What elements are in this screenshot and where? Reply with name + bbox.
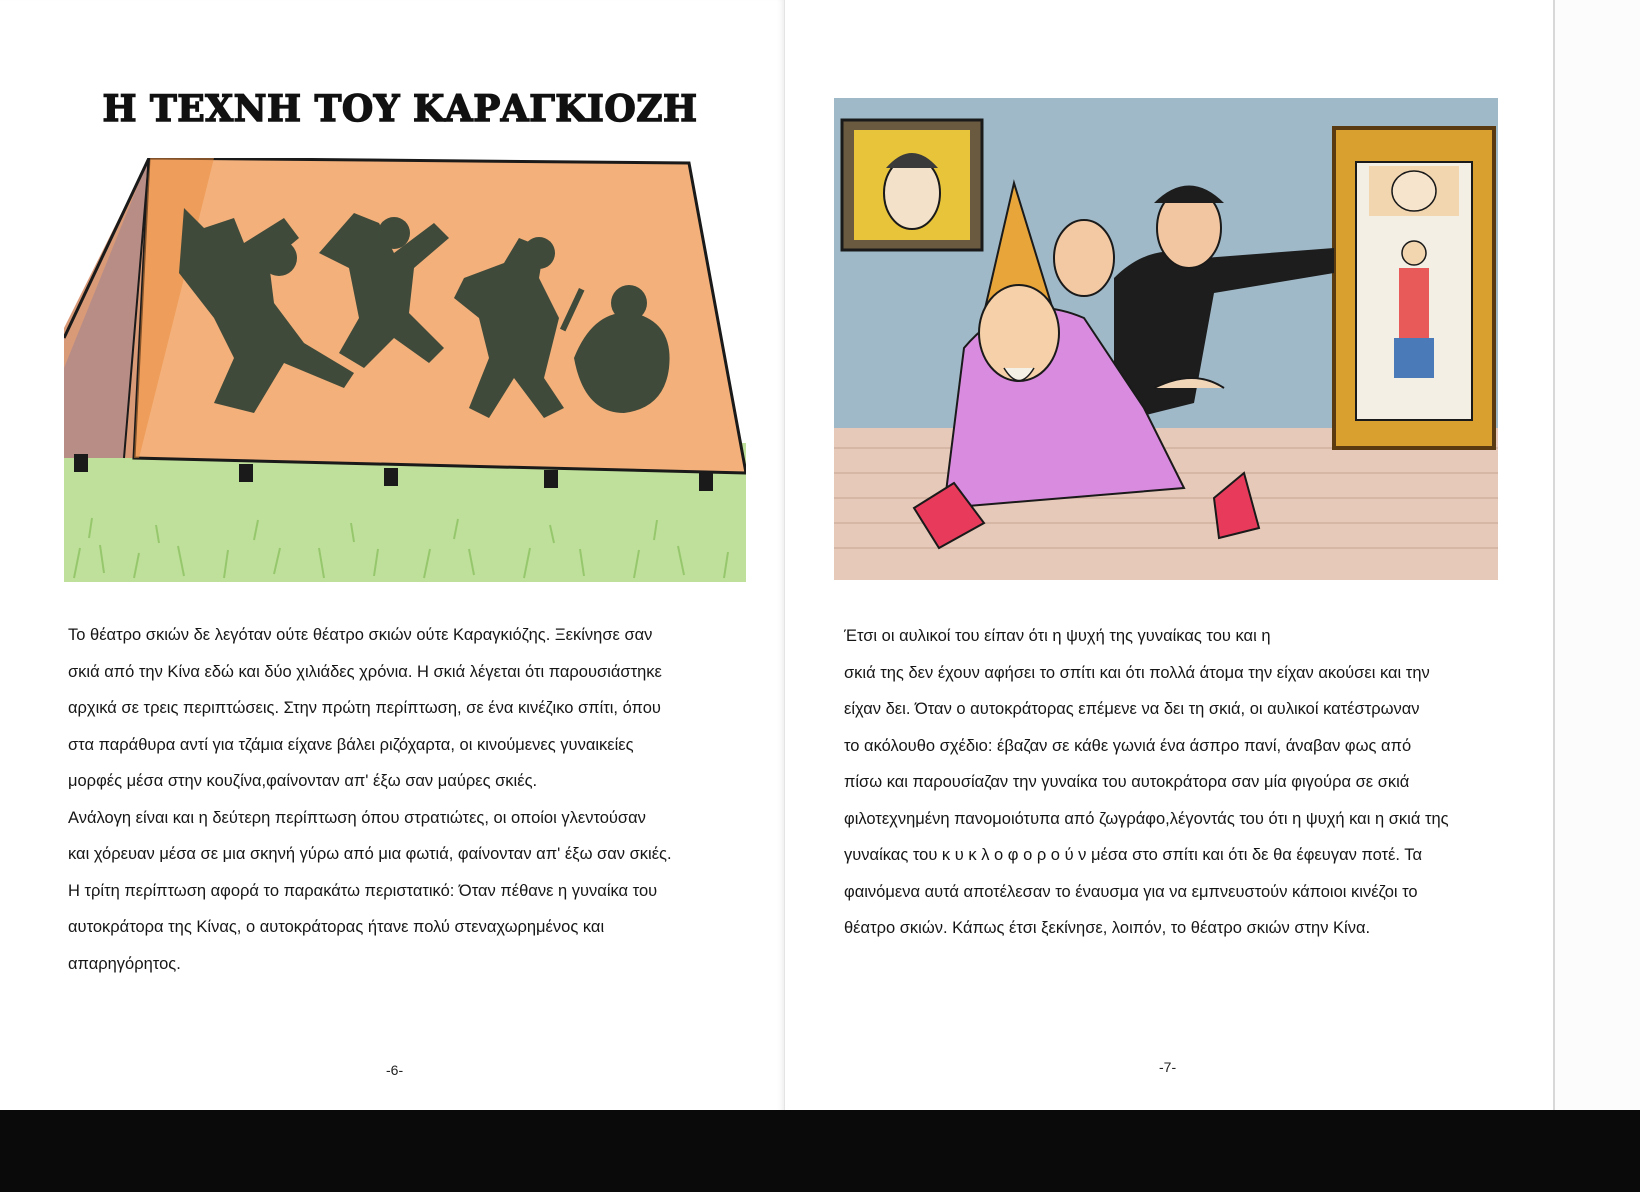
left-page [0,0,785,1112]
text-line: στα παράθυρα αντί για τζάμια είχανε βάλει ριζόχαρτα, οι κινούμενες γυναικείες [68,735,634,754]
mirror-frame [1334,128,1494,448]
page-number: -6- [386,1062,404,1078]
shadow-figure-3-head [523,237,555,269]
text-line: το ακόλουθο σχέδιο: έβαζαν σε κάθε γωνιά ένα άσπρο πανί, άναβαν φως από [844,736,1412,755]
text-line: φιλοτεχνημένη πανομοιότυπα από ζωγράφο,λέγοντάς του ότι η ψυχή και η σκιά της [844,809,1449,828]
page-title: Η ΤΕΧΝΗ ΤΟΥ ΚΑΡΑΓΚΙΟΖΗ [102,88,698,130]
emperor-court-illustration [834,98,1498,580]
shadow-figure-1-head [261,240,297,276]
text-line: μορφές μέσα στην κουζίνα,φαίνονταν απ' έξω σαν μαύρες σκιές. [68,772,538,790]
shadow-figure-2-head [378,217,410,249]
text-line: σκιά από την Κίνα εδώ και δύο χιλιάδες χρόνια. Η σκιά λέγεται ότι παρουσιάστηκε [68,662,662,681]
shadow-figure-4-head [611,285,647,321]
right-page [786,0,1553,1112]
courtier-bald [1054,220,1114,296]
text-line: γυναίκας του κ υ κ λ ο φ ο ρ ο ύ ν μέσα στο σπίτι και ότι δε θα έφευγαν ποτέ. Τα [844,846,1423,864]
text-line: φαινόμενα αυτά αποτέλεσαν το έναυσμα για να εμπνευστούν κάποιοι κινέζοι το [844,882,1418,901]
text-line: πίσω και παρουσίαζαν την γυναίκα του αυτοκράτορα σαν μία φιγούρα σε σκιά [844,773,1410,791]
text-line: είχαν δει. Όταν ο αυτοκράτορας επέμενε να δει τη σκιά, οι αυλικοί κατέστρωναν [844,700,1420,718]
scanner-background [0,1110,1640,1192]
text-line: Το θέατρο σκιών δε λεγόταν ούτε θέατρο σκιών ούτε Καραγκιόζης. Ξεκίνησε σαν [68,626,653,644]
text-line: απαρηγόρητος. [68,954,181,973]
left-page-paragraph [68,617,748,982]
text-line: και χόρευαν μέσα σε μια σκηνή γύρω από μια φωτιά, φαίνονταν απ' έξω σαν σκιές. [68,845,672,863]
right-page-paragraph [844,618,1534,947]
text-line: θέατρο σκιών. Κάπως έτσι ξεκίνησε, λοιπόν, το θέατρο σκιών στην Κίνα. [844,919,1371,937]
text-line: αυτοκράτορα της Κίνας, ο αυτοκράτορας ήτανε πολύ στεναχωρημένος και [68,918,605,936]
text-line: Έτσι οι αυλικοί του είπαν ότι η ψυχή της γυναίκας του και η [844,627,1271,645]
scan-edge [1553,0,1640,1120]
page-number: -7- [1159,1059,1177,1075]
text-line: Ανάλογη είναι και η δεύτερη περίπτωση όπου στρατιώτες, οι οποίοι γλεντούσαν [68,808,646,827]
text-line: σκιά της δεν έχουν αφήσει το σπίτι και ότι πολλά άτομα την είχαν ακούσει και την [844,663,1430,682]
text-line: αρχικά σε τρεις περιπτώσεις. Στην πρώτη περίπτωση, σε ένα κινέζικο σπίτι, όπου [68,699,661,717]
portrait-frame [842,120,982,250]
text-line: Η τρίτη περίπτωση αφορά το παρακάτω περιστατικό: Όταν πέθανε η γυναίκα του [68,881,658,900]
shadow-theatre-tent-illustration [64,158,746,582]
